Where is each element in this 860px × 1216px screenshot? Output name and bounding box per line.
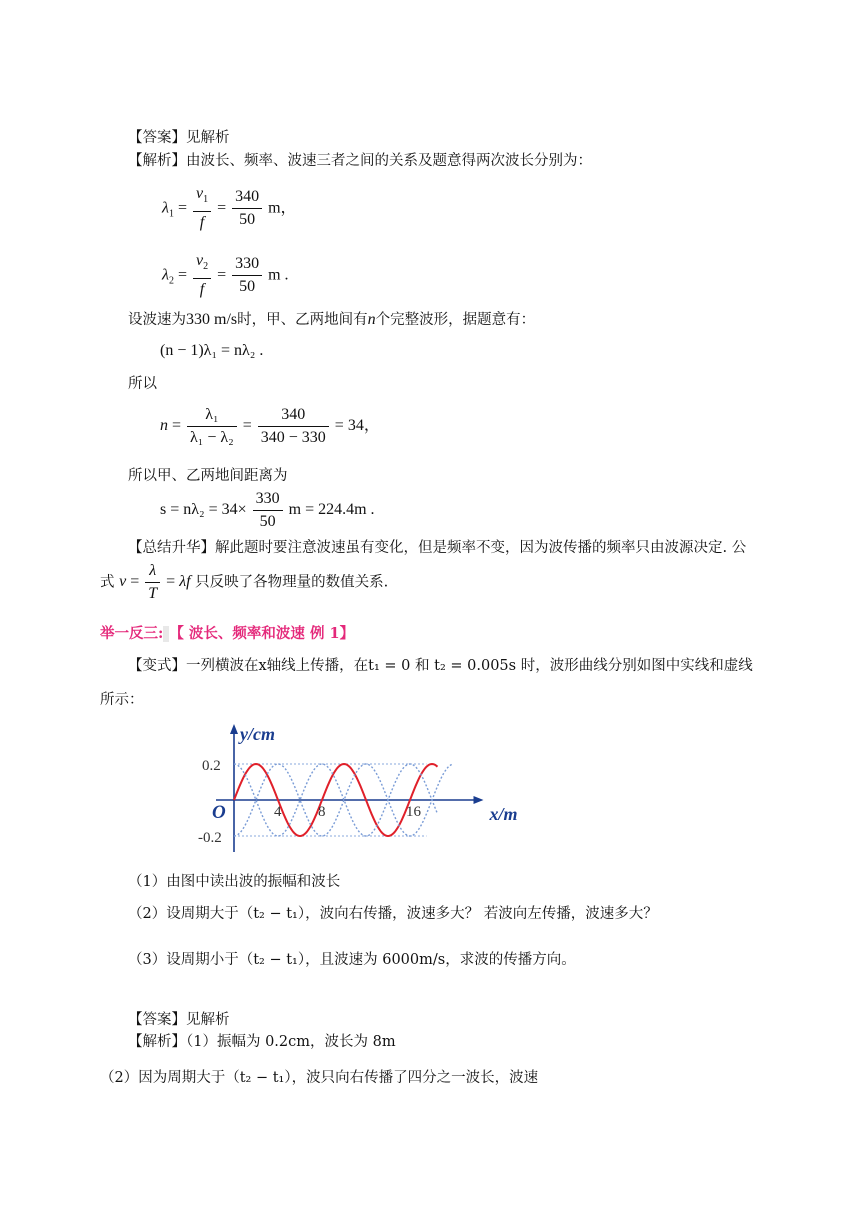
section-title: 举一反三: (100, 625, 164, 642)
answer-text: 见解析 (186, 130, 230, 146)
y-axis-arrow (230, 724, 238, 734)
analysis-text: 由波长、频率、波速三者之间的关系及题意得两次波长分别为： (186, 153, 592, 169)
summary-text: 解此题时要注意波速虽有变化，但是频率不变，因为波传播的频率只由波源决定. 公 (215, 540, 747, 556)
equation-lambda1: $\lambda_1$ = $\frac{v_1}{f}$ = $\frac{340}{50}$ m， (162, 185, 297, 232)
summary-line1 (128, 538, 746, 558)
equation-n2: n = $\frac{\text{λ₁}}{\text{λ₁ − λ₂}}$ = $\frac{340}{340 - 330}$ = 34， (160, 406, 380, 446)
x-tick-label-8: 8 (318, 804, 326, 820)
question-3: （3）设周期小于（t₂ − t₁），且波速为 6000m/s，求波的传播方向。 (128, 952, 576, 968)
y-tick-label-bottom: -0.2 (198, 830, 222, 846)
analysis2-text: （1）振幅为 0.2cm，波长为 8m (186, 1034, 396, 1050)
x-tick-label-16: 16 (406, 804, 421, 820)
analysis-label: 【解析】 (128, 153, 186, 169)
answer2-label: 【答案】 (128, 1012, 186, 1028)
x-axis-arrow (474, 796, 484, 804)
x-axis-label: x/m (489, 804, 518, 824)
equation-lambda2: $\lambda_2$ = $\frac{v_2}{f}$ = $\frac{330}{50}$ m . (162, 252, 289, 299)
question-1: （1）由图中读出波的振幅和波长 (128, 874, 341, 890)
section-bracket: 【 波长、频率和波速 例 1】 (169, 625, 355, 642)
suoyi-line: 所以 (128, 376, 157, 392)
equation-n: (n − 1)λ₁ = nλ₂ . (160, 342, 264, 359)
summary-label: 【总结升华】 (128, 540, 215, 556)
origin-label: O (212, 802, 226, 823)
analysis-line (128, 151, 592, 171)
answer2-text: 见解析 (186, 1012, 230, 1028)
analysis2-label: 【解析】 (128, 1034, 186, 1050)
analysis2-line (128, 1032, 396, 1052)
analysis2-line2: （2）因为周期大于（t₂ − t₁），波只向右传播了四分之一波长，波速 (100, 1070, 539, 1086)
equation-s: s = nλ₂ = 34× $\frac{330}{50}$ m = 224.4m . (160, 490, 375, 530)
variant-text: 一列横波在x轴线上传播，在t₁ = 0 和 t₂ = 0.005s 时，波形曲线分别如图中实线和虚线 (186, 658, 753, 674)
answer-label: 【答案】 (128, 130, 186, 146)
wave-chart (192, 720, 518, 860)
summary-formula: v = $\frac{\lambda}{T}$ = λf (119, 562, 191, 602)
y-tick-label-top: 0.2 (202, 758, 221, 774)
distance-intro: 所以甲、乙两地间距离为 (128, 468, 288, 484)
section-heading (100, 624, 354, 644)
variant-line1 (128, 656, 753, 676)
variant-label: 【变式】 (128, 658, 186, 674)
y-axis-label: y/cm (240, 724, 275, 744)
speed-line: 设波速为330 m/s时，甲、乙两地间有n个完整波形，据题意有： (128, 311, 536, 328)
summary-line2: 式 v = $\frac{\lambda}{T}$ = λf 只反映了各物理量的数值关系. (100, 560, 388, 605)
question-2: （2）设周期大于（t₂ − t₁），波向右传播，波速多大？ 若波向左传播，波速多大？ (128, 906, 658, 922)
x-tick-label-4: 4 (274, 804, 282, 820)
variant-line2: 所示： (100, 692, 144, 708)
answer-line (128, 128, 230, 148)
answer2-line (128, 1010, 230, 1030)
